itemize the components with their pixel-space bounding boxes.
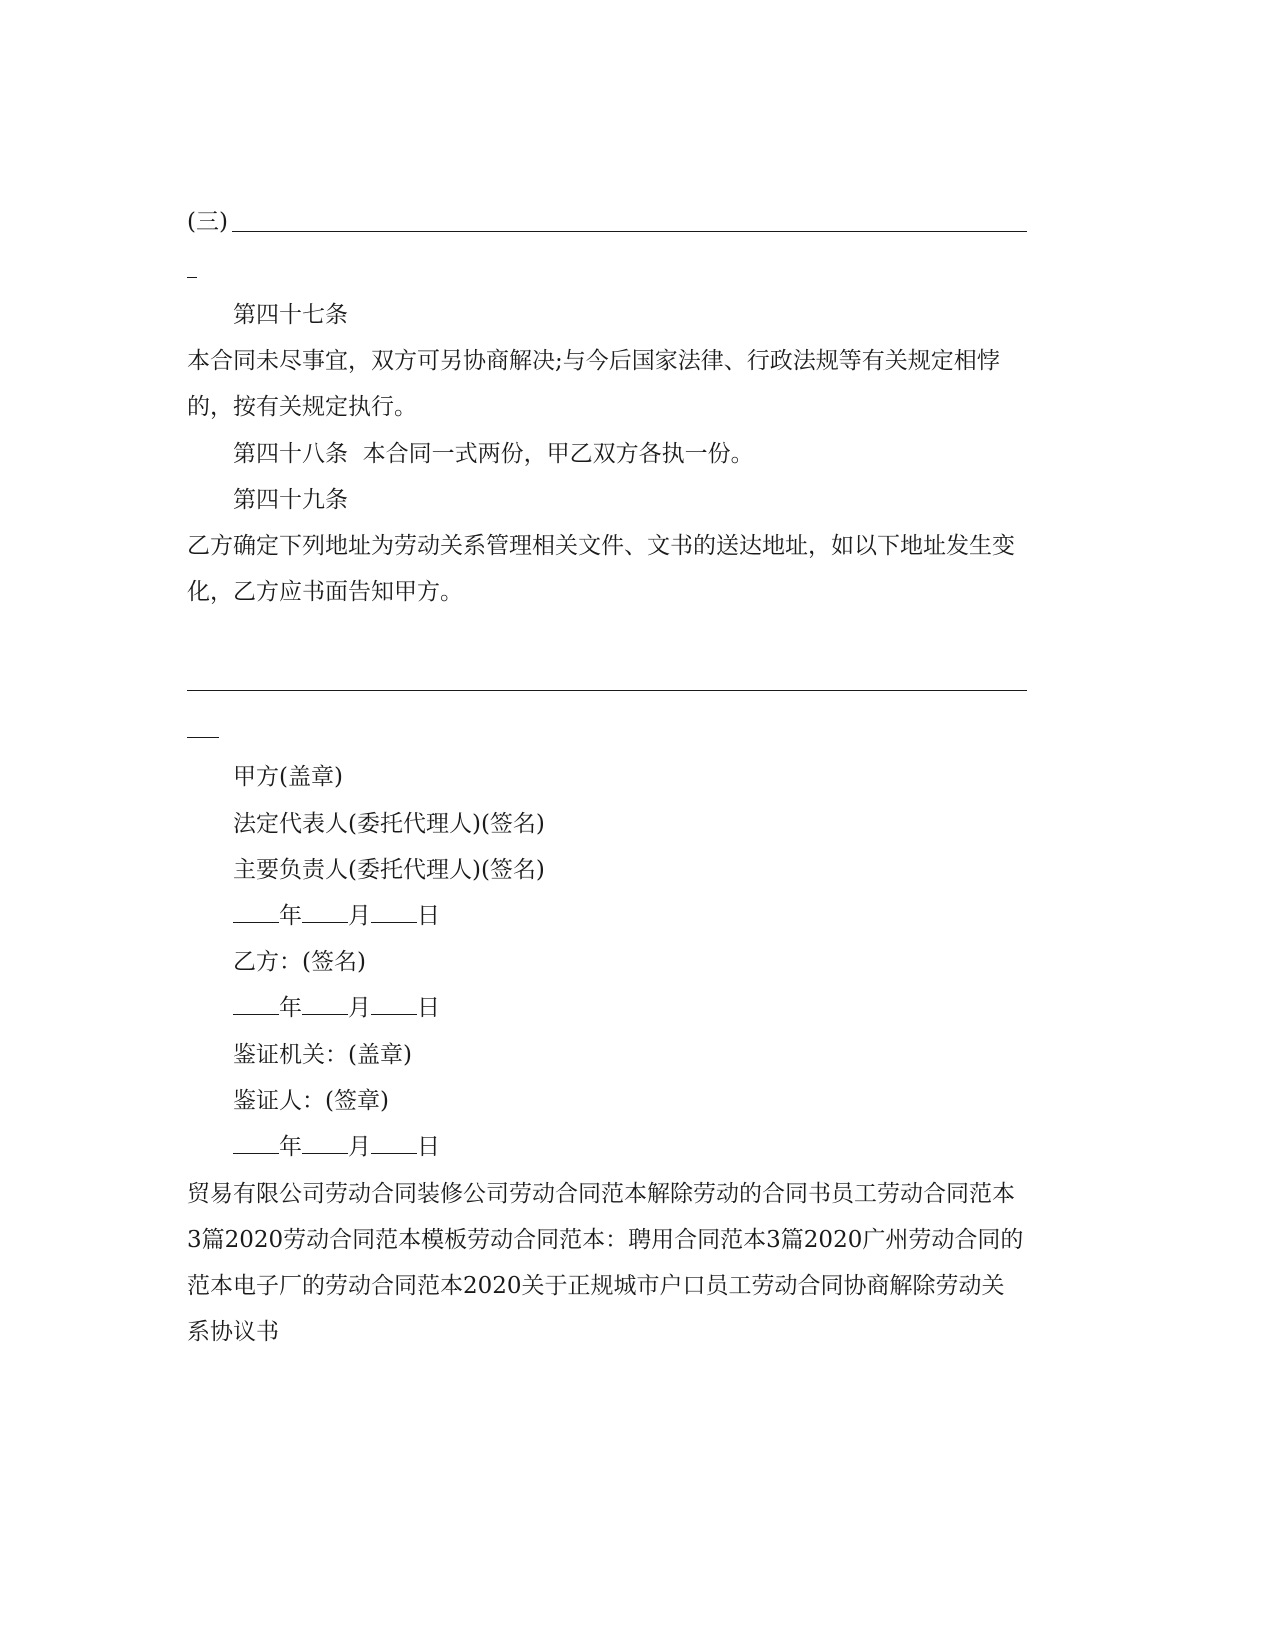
date-line-party-b (233, 993, 440, 1023)
day-blank (371, 996, 417, 1015)
month-unit: 月 (348, 1134, 371, 1160)
address-blank-line (187, 690, 1027, 691)
address-blank-continuation (187, 737, 219, 738)
item-three-label: (三) (187, 209, 228, 235)
year-blank (233, 904, 279, 923)
day-unit: 日 (417, 995, 440, 1021)
year-unit: 年 (279, 995, 302, 1021)
month-blank (302, 904, 348, 923)
date-line-verification (233, 1132, 440, 1162)
month-blank (302, 996, 348, 1015)
year-unit: 年 (279, 903, 302, 929)
article-49-heading: 第四十九条 (233, 487, 348, 513)
day-unit: 日 (417, 1134, 440, 1160)
article-49-text: 乙方确定下列地址为劳动关系管理相关文件、文书的送达地址，如以下地址发生变化，乙方应书面告知甲方。 (187, 533, 1015, 605)
article-47-text: 本合同未尽事宜，双方可另协商解决;与今后国家法律、行政法规等有关规定相悖的，按有关规定执行。 (187, 348, 1000, 420)
month-unit: 月 (348, 995, 371, 1021)
month-blank (302, 1135, 348, 1154)
party-b-signature: 乙方：(签名) (233, 949, 366, 975)
year-blank (233, 1135, 279, 1154)
verifier-signature: 鉴证人：(签章) (233, 1088, 389, 1114)
article-48: 第四十八条 本合同一式两份，甲乙双方各执一份。 (233, 441, 754, 467)
date-line-party-a (233, 901, 440, 931)
day-blank (371, 1135, 417, 1154)
year-blank (233, 996, 279, 1015)
item-three-blank-line (232, 231, 1027, 232)
authority-seal: 鉴证机关：(盖章) (233, 1042, 412, 1068)
article-47-heading: 第四十七条 (233, 302, 348, 328)
year-unit: 年 (279, 1134, 302, 1160)
legal-representative-signature: 法定代表人(委托代理人)(签名) (233, 811, 545, 837)
day-unit: 日 (417, 903, 440, 929)
item-three-blank-continuation (187, 277, 197, 278)
principal-signature: 主要负责人(委托代理人)(签名) (233, 857, 545, 883)
month-unit: 月 (348, 903, 371, 929)
party-a-seal: 甲方(盖章) (233, 764, 343, 790)
day-blank (371, 904, 417, 923)
related-documents-text: 贸易有限公司劳动合同装修公司劳动合同范本解除劳动的合同书员工劳动合同范本3篇2020劳动合同范本模板劳动合同范本：聘用合同范本3篇2020广州劳动合同的范本电子厂的劳动合同范本2020关于正规城市户口员工劳动合同协商解除劳动关系协议书 (187, 1181, 1024, 1345)
